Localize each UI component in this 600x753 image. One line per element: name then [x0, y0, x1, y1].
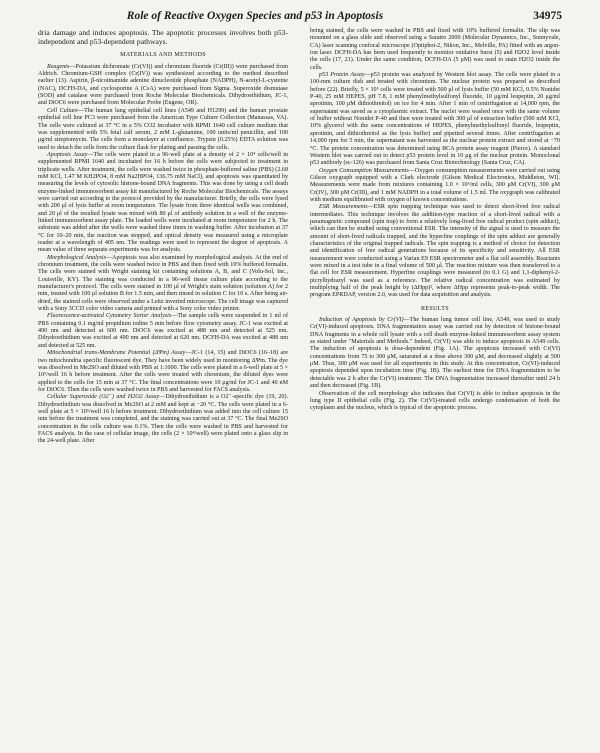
paragraph-text: —JC-1 (14, 15) and DiOC6 (16–18) are two mitochondria specific fluorescent dye. They have been widely used in monitoring ΔΨm. The dye was dissolved in Me2SO and diluted with PBS at 1:1000. The cells were plated in a 6-well plate at 5 × 10⁵/well 16 h before treatment. After the cells were treated with chromium, the diluted dyes were applied to the cells for 15 min at 37 °C. The final concentrations were 10 μg/ml for JC-1 and 40 nM for DiOC6. Then the cells were washed twice in PBS and harvested for FACS analysis. — [38, 350, 288, 393]
right-column — [310, 28, 560, 413]
paragraph-text: —Dihydroethidium is a O2⁻-specific dye (19, 20). Dihydroethidium was dissolved in Me2SO at 2 mM and kept at −20 °C. The cells were plated in a 6-well plate at 5 × 10⁵/well 16 h before treatment. Dihydroethidium was added into the cell culture 15 min before the treatment was completed, and the staining was carried out at 37 °C. The final Me2SO concentration in the cells culture was 0.1%. Then the cells were washed in PBS and harvested for FACS analysis. In the case of cellular image, the cells (2 × 10⁴/well) were plated onto a glass slip in the 24-well plate. After — [38, 394, 289, 445]
paragraph-label: p53 Protein Assay — [319, 72, 365, 79]
right-paragraphs-before — [310, 28, 560, 300]
paragraph — [38, 394, 288, 445]
paragraph — [38, 152, 288, 255]
paragraph-text: being stained, the cells were washed in PBS and fixed with 10% buffered formalin. The slip was mounted on a glass slide and observed using a Saratro 2000 (Molecular Dynamics, Inc., Sunnyvale, CA) laser scanning confocal microscope (Optiphot-2, Nikon, Inc., Melville, PA) fitted with an argon-ion laser. DCFH-DA has been used frequently to monitor oxidative burst (5) and H2O2 level inside the cells (17, 21). Under the same condition, DCFH-DA (5 μM) was used to stain H2O2 inside the cells. — [310, 28, 560, 71]
paragraph-label: Mitochondrial trans-Membrane Potential (ΔΨm) Assay — [47, 350, 186, 357]
paragraph — [310, 391, 560, 413]
paragraph-label: Reagents — [47, 63, 70, 70]
paragraph-text: —ESR spin trapping technique was used to detect short-lived free radical intermediates. This technique involves the addition-type reaction of a short-lived radical with a paramagnetic compound (spin trap) to form a relatively long-lived free radical product (spin adduct), which can then be studied using conventional ESR. The intensity of the signal is used to measure the amount of short-lived radicals trapped, and the hyperfine couplings of the spin adduct are generally characteristics of the original trapped radicals. The spin trapping is a method of choice for detection and identification of free radical generations because of its specificity and sensitivity. All ESR measurement were conducted using a Varian E9 ESR spectrometer and a flat cell assembly. Reactants were mixed in a test tube in a final volume of 500 μl. The reaction mixture was then transferred to a flat cell for ESR measurement. Hyperfine couplings were measured (to 0.1 G) and 1,1-diphenyl-2-picrylhydrazyl was used as a reference. The relative radical concentration was estimated by multiplying half of the peak height by (ΔHpp)², where ΔHpp represents peak-to-peak width. The program EPRDAP, version 2.0, was used for data acquisition and analysis. — [310, 204, 561, 299]
paragraph-text: —Apoptosis was also examined by morphological analysis. At the end of chromium treatment, the cells were washed twice in PBS and then fixed with 10% buffered formalin. The cells were stained with Wright staining kit containing solutions A, B, and C (Volu-Sol, Inc., Louisville, KY). The staining was conducted in a 96-well tissue culture plate according to the manufacturer's protocol. The cells were stained in 100 μl of Wright's stain solution (solution A) for 2 min, treated with 100 μl solution B for 1.5 min, and then rinsed in solution C for 10 s. After being air-dried, the stained cells were observed under a Leitz inverted microscope. The cell image was captured with a Sony 3CCD color video camera and printed with a Sony color video printer. — [38, 254, 289, 313]
paragraph-text: —p53 protein was analyzed by Western blot assay. The cells were plated in a 100-mm culture dish and treated with chromium. The nuclear protein was prepared as described before (22). Briefly, 5 × 10⁵ cells were treated with 500 μl of lysis buffer (50 mM KCl, 0.5% Nonidet P-40, 25 mM HEPES, pH 7.8, 1 mM phenylmethylsulfonyl fluoride, 10 μg/ml leupeptin, 20 μg/ml aprotinin, 100 μM dithiothreitol) on ice for 4 min. After 1 min of centrifugation at 14,000 rpm, the supernatant was saved as a cytoplasmic extract. The nuclei were washed once with the same volume of buffer without Nonidet P-40 and then were treated with 300 μl of extraction buffer (500 mM KCl, 10% glycerol with the same concentrations of HEPES, phenylmethylsulfonyl fluoride, leupeptin, aprotinin, and dithiothreitol as the lysis buffer) and pipetted several times. After centrifugation at 14,000 rpm for 5 min, the supernatant was harvested as the nuclear protein extract and stored at −70 °C. The protein concentration was determined using BCA protein assay reagent (Pierce). A standard Western blot was carried out to detect p53 protein level in 10 μg of the nuclear protein. Monoclonal p53 antibody (sc-126) was purchased from Santa Cruz Biotechnology (Santa Cruz, CA). — [310, 72, 560, 167]
paragraph-text: —The human lung epithelial cell lines (A549 and H1299) and the human prostate epithelial cell line PC3 were purchased from the American Type Culture Collection (Manassas, VA). The cells were cultured at 37 °C in a 5% CO2 incubator with RPMI 1640 cell culture medium that was supplemented with 5% fetal calf serum, 2 mM L-glutamine, 100 units/ml penicillin, and 100 μg/ml streptomycin. The cells form a monolayer at confluence. Trypsin (0.25%) EDTA solution was used to detach the cells from the culture flask for plating and passing the cells. — [38, 107, 288, 151]
paragraph — [310, 72, 560, 167]
paragraph — [38, 64, 288, 108]
paragraph — [310, 168, 560, 205]
intro-paragraph: dria damage and induces apoptosis. The apoptotic processes involves both p53-independent and p53-dependent pathways. — [38, 28, 288, 47]
page-header — [38, 10, 562, 26]
paragraph — [38, 350, 288, 394]
paragraph-label: Cell Culture — [47, 107, 78, 114]
paragraph-label: Morphological Analysis — [47, 254, 106, 261]
paragraph-label: Oxygen Consumption Measurements — [319, 167, 409, 174]
paragraph-label: Fluorescence-activated Cytometry Sorter Analysis — [47, 313, 172, 320]
methods-paragraphs — [38, 64, 288, 446]
left-column — [38, 28, 288, 446]
section-heading-results: RESULTS — [421, 305, 449, 312]
paragraph — [310, 28, 560, 72]
paragraph-label: Induction of Apoptosis by Cr(VI) — [319, 317, 404, 324]
paragraph-label: Apoptosis Assay — [47, 151, 88, 158]
paragraph-text: Observation of the cell morphology also indicates that Cr(VI) is able to induce apoptosis in the lung type II epithelial cells (Fig. 2). The Cr(VI)-treated cells undergo condensation of both the cytoplasm and the nucleus, which is typical of the apoptotic process. — [310, 390, 560, 412]
paragraph-label: ESR Measurements — [319, 204, 368, 211]
paragraph-text: —Potassium dichromate (Cr(VI)) and chromium fluoride (Cr(III)) were purchased from Aldrich. Chromium-GSH complex (Cr(IV)) was synthesized according to the method described earlier (13). Aspirin, β-nicotinamide adenine dinucleotide phosphate (NADPH), N-acetyl-L-cysteine (NAC), DCFH-DA, and cyclosporine A (CsA) were purchased from Sigma. Superoxide dismutase (SOD) and catalase were purchased from Roche Molecular Biochemicals. Dihydroethidium, JC-1, and DiOC6 were purchased from Molecular Probe (Eugene, OR). — [38, 63, 288, 107]
paragraph-text: —The cells were plated in a 96-well plate at a density of 2 × 10⁴ cells/well in supplemented RPMI 1640 and incubated for 16 h before the cells were subjected to treatment in triplicate wells. After treatment, the cells were washed twice in phosphate-buffered saline (PBS) (2.68 mM KCl, 1.47 M KH2PO4, 8 mM Na2HPO4, 136.75 mM NaCl), and apoptosis was quantitated by measuring the levels of cytosolic histone-bound DNA fragments. This was done by using a cell death enzyme-linked immunosorbent assay kit manufactured by Roche Molecular Biochemicals. The assays were carried out according to the protocol provided by the manufacturer. Briefly, the cells were lysed with 200 μl of lysis buffer at room temperature. The lysate from three identical wells was combined, and 20 μl of the resulted lysate was mixed with 80 μl of antibody solution in a well of the enzyme-linked immunosorbent assay plate. The loaded wells were incubated at room temperature for 2 h. The substrate was added after the wells were washed three times in washing buffer. After incubation at 37 °C for 10–20 min, the reaction was stopped, and optical density was measured using a microplate reader at a wavelength of 405 nm. The readings were used to represent the degree of apoptosis. A mean value of three separate experiments was for analysis. — [38, 151, 288, 254]
paragraph-label: Cellular Superoxide (O2⁻) and H2O2 Assay — [47, 394, 160, 401]
paragraph — [310, 204, 560, 299]
paragraph — [38, 313, 288, 350]
section-heading-methods: MATERIALS AND METHODS — [120, 52, 206, 59]
paragraph — [310, 317, 560, 390]
paragraph — [38, 108, 288, 152]
paragraph — [38, 255, 288, 314]
results-paragraphs — [310, 317, 560, 412]
paragraph-text: —Oxygen consumption measurements were carried out using Gilson oxygraph equipped with a Clark electrode (Gilson Medical Electronics, Middleton, WI). Measurements were made from mixtures containing 1.0 × 10⁶/ml cells, 300 μM Cr(VI), 300 μM Cr(IV), 300 μM Cr(III), and 1 mM NADPH in a total volume of 1.5 ml. The oxygraph was calibrated with medium equilibrated with oxygen of known concentrations. — [310, 167, 560, 203]
paragraph-text: —The human lung tumor cell line, A549, was used to study Cr(VI)-induced apoptosis. DNA fragmentation assay was carried out by detection of histone-bound DNA fragments in a whole cell lysate with a cell death enzyme-linked immunosorbent assay system as stated under "Materials and Methods." Indeed, Cr(VI) was able to induce apoptosis in A549 cells. The induction of apoptosis is dose-dependent (Fig. 1A). The apoptosis increased with Cr(VI) concentrations from 75 to 300 μM, saturated at a dose above 300 μM, and decreased slightly at 500 μM. Thus, 300 μM was used for all experiments in this study. At this concentration, Cr(VI)-induced apoptosis depended upon incubation time (Fig. 1B). The earliest time for DNA fragmentation to be detectable was 2 h after the Cr(VI) treatment. The DNA fragmentation increased thereafter until 24 h and then decreased (Fig. 1B). — [310, 317, 560, 390]
running-title: Role of Reactive Oxygen Species and p53 in Apoptosis — [126, 10, 384, 22]
paragraph-text: —The sample cells were suspended in 1 ml of PBS containing 0.1 mg/ml propidium iodine 5 min before flow cytometry assay. JC-1 was excited at 490 nm and detected at 600 nm. DiOC6 was excited at 488 nm and detected at 525 nm. Dihydroethidium was excited at 490 nm and detected at 620 nm. DCFH-DA was excited at 488 nm and detected at 525 nm. — [38, 313, 288, 349]
page-number: 34975 — [533, 10, 562, 22]
